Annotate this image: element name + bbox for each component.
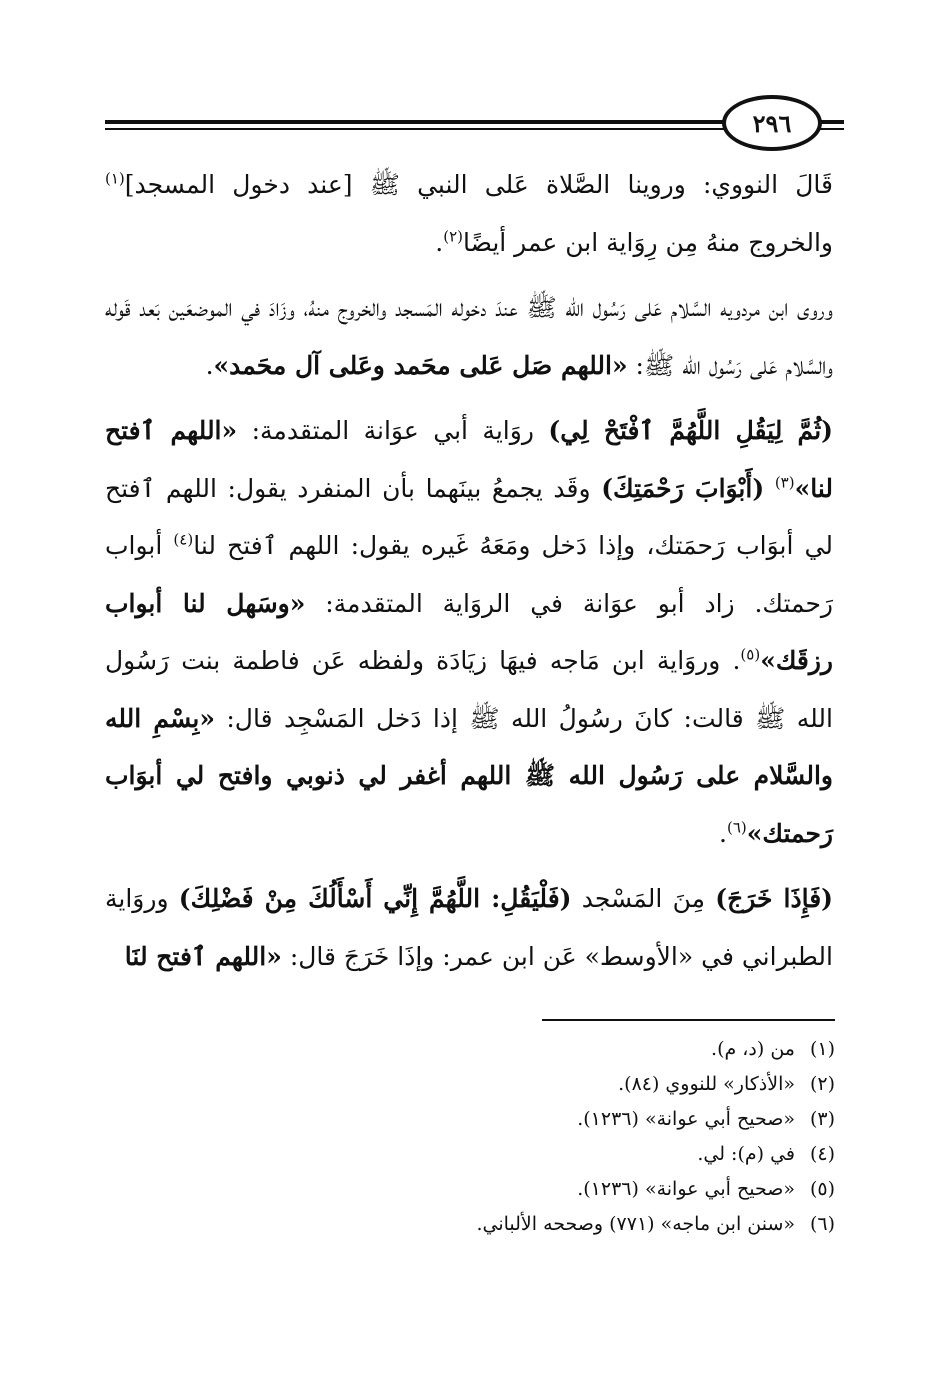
- footnote-number: (٣): [809, 1108, 835, 1130]
- footnote-separator: [542, 1019, 835, 1021]
- footnote-ref: (٤): [173, 530, 194, 549]
- paragraph: [105, 279, 833, 394]
- bold-text: «اللهم صَل عَلى محَمد وعَلى آل محَمد»: [213, 350, 628, 380]
- text-run: . وروَاية ابن مَاجه فيهَا زيَادَة ولفظه عَن فاطمة بنت رَسُول الله ﷺ قالت: كانَ رسُولُ الله ﷺ إذا دَخل المَسْجِد قال:: [105, 646, 833, 733]
- footnote-text: «صحيح أبي عوانة» (١٢٣٦).: [577, 1108, 795, 1130]
- footnote-item: [300, 1137, 835, 1172]
- footnote-item: [300, 1207, 835, 1242]
- footnote-item: [300, 1172, 835, 1207]
- footnote-text: «سنن ابن ماجه» (٧٧١) وصححه الألباني.: [476, 1213, 795, 1235]
- footnote-number: (٦): [809, 1213, 835, 1235]
- bold-text: (فَإِذَا خَرَجَ): [715, 884, 833, 913]
- text-run: [764, 474, 775, 503]
- bold-text: (ثُمَّ لِيَقُلِ اللَّهُمَّ ٱفْتَحْ لِي): [548, 416, 833, 445]
- footnote-text: في (م): لي.: [697, 1143, 795, 1165]
- footnote-ref: (٦): [727, 818, 747, 837]
- footnote-number: (٢): [809, 1073, 835, 1095]
- footnote-item: [300, 1102, 835, 1137]
- header-rule-tail-thick: [820, 120, 844, 124]
- text-run: .: [719, 818, 727, 848]
- text-run: وقَد يجمعُ بينَهما بأن المنفرد يقول: اللهم ٱفتح لي أبوَاب رَحمَتك، وإذا دَخل ومَعَهُ غَيره يقول: اللهم ٱفتح لنا: [105, 473, 833, 560]
- paragraph: [105, 156, 833, 271]
- bold-text: «اللهم ٱفتح لنا»: [105, 416, 833, 503]
- text-run: .: [435, 227, 444, 257]
- footnotes: [300, 1032, 835, 1242]
- footnote-ref: (١): [105, 169, 125, 188]
- footnote-number: (٥): [809, 1178, 835, 1200]
- text-run: والخروج منهُ مِن رِوَاية ابن عمر أيضًا: [463, 227, 833, 257]
- footnote-number: (٤): [809, 1143, 835, 1165]
- paragraph: [105, 402, 833, 862]
- bold-text: «اللهم ٱفتح لنَا: [124, 941, 282, 971]
- text-run: وروَاية الطبراني في «الأوسط» عَن ابن عمر: وإذَا خَرَجَ قال:: [105, 884, 833, 971]
- footnote-number: (١): [809, 1038, 835, 1060]
- paragraph: [105, 870, 833, 985]
- header-rule-thin: [105, 128, 725, 130]
- footnote-item: [300, 1032, 835, 1067]
- main-text: [105, 156, 833, 985]
- text-run: .: [205, 350, 214, 380]
- text-run: وروى ابن مردويه السَّلام عَلى رَسُول الله ﷺ عندَ دخوله المَسجد والخروج منهُ، وزَادَ في الموضعَين بَعد قَوله والسَّلام عَلى رَسُول الله ﷺ:: [105, 293, 833, 380]
- bold-text: «بِسْمِ الله والسَّلام على رَسُول الله ﷺ اللهم أغفر لي ذنوبي وافتح لي أبوَاب رَحمتك»: [105, 703, 833, 848]
- footnote-ref: (٥): [740, 645, 761, 664]
- bold-text: «وسَهل لنا أبواب رزقَك»: [105, 588, 833, 675]
- text-run: روَاية أبي عوَانة المتقدمة:: [237, 416, 549, 445]
- footnote-text: «صحيح أبي عوانة» (١٢٣٦).: [577, 1178, 795, 1200]
- header-rule-tail-thin: [820, 128, 844, 130]
- footnote-text: «الأذكار» للنووي (٨٤).: [618, 1073, 795, 1095]
- text-run: مِنَ المَسْجد: [571, 884, 716, 913]
- bold-text: (أَبْوَابَ رَحْمَتِكَ): [601, 473, 765, 503]
- footnote-ref: (٢): [443, 227, 464, 246]
- page-number: ٢٩٦: [722, 95, 822, 151]
- header-rule-thick: [105, 120, 725, 124]
- bold-text: (فَلْيَقُلِ: اللَّهُمَّ إِنِّي أَسْأَلُكَ مِنْ فَضْلِكَ): [178, 884, 572, 913]
- footnote-item: [300, 1067, 835, 1102]
- footnote-ref: (٣): [774, 473, 795, 492]
- text-run: قَالَ النووي: وروينا الصَّلاة عَلى النبي ﷺ [عند دخول المسجد]: [124, 170, 833, 199]
- footnote-text: من (د، م).: [711, 1038, 795, 1060]
- text-run: أبواب رَحمتك. زاد أبو عوَانة في الروَاية المتقدمة:: [105, 531, 833, 618]
